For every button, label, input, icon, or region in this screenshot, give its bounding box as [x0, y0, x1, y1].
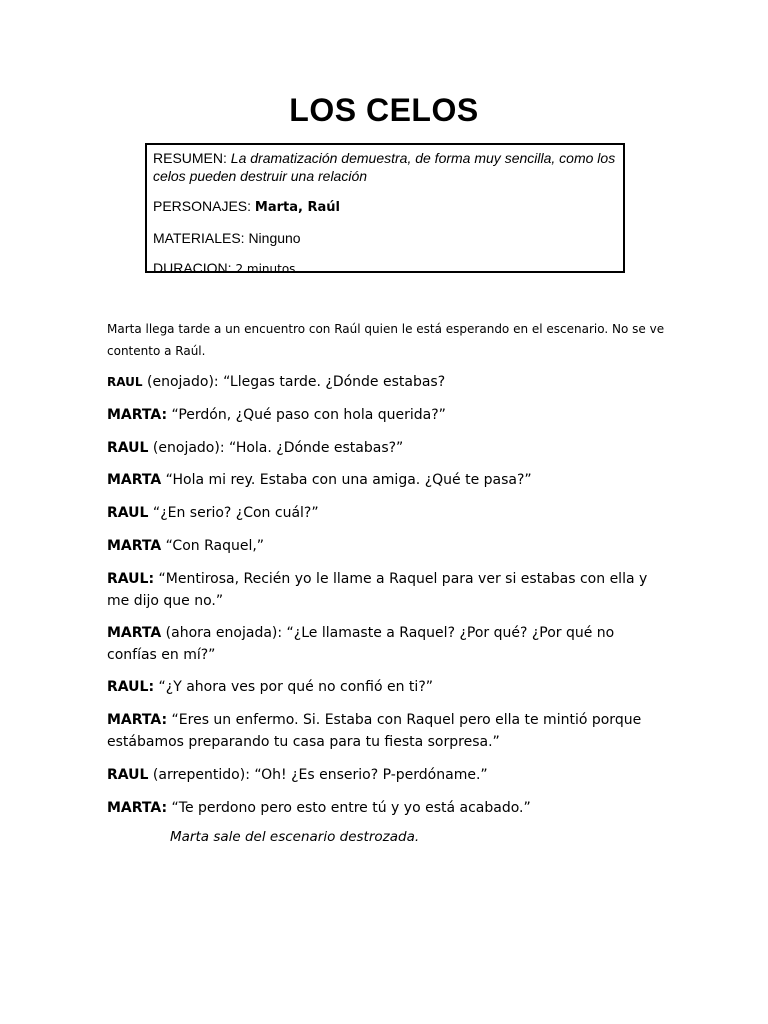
dialogue-line	[107, 797, 667, 819]
dialogue-text: “Perdón, ¿Qué paso con hola querida?”	[167, 407, 446, 423]
dialogue-line	[107, 502, 667, 524]
materiales-value: Ninguno	[248, 230, 301, 246]
duracion-value: 2 minutos	[235, 262, 296, 276]
dialogue-line	[107, 371, 667, 393]
materiales-label: MATERIALES:	[153, 230, 245, 246]
dialogue-line	[107, 764, 667, 786]
speaker-name: MARTA:	[107, 407, 168, 423]
dialogue-text: “¿En serio? ¿Con cuál?”	[148, 505, 319, 521]
dialogue-line	[107, 535, 667, 557]
dialogue-line	[107, 622, 667, 666]
stage-direction: Marta sale del escenario destrozada.	[170, 829, 420, 845]
dialogue-text: “¿Y ahora ves por qué no confió en ti?”	[154, 679, 433, 695]
dialogue-text: “Te perdono pero esto entre tú y yo está acabado.”	[167, 800, 531, 816]
speaker-name: MARTA:	[107, 800, 168, 816]
dialogue-line	[107, 676, 667, 698]
speaker-name: MARTA	[107, 538, 162, 554]
materiales-row	[153, 229, 617, 247]
personajes-row	[153, 197, 617, 217]
dialogue-line	[107, 469, 667, 491]
speaker-name: RAUL:	[107, 571, 155, 587]
speaker-name: RAUL	[107, 440, 149, 456]
duracion-row	[153, 259, 617, 278]
dialogue-text: (arrepentido): “Oh! ¿Es enserio? P-perdóname.”	[148, 767, 488, 783]
speaker-name: MARTA	[107, 625, 162, 641]
speaker-name: MARTA:	[107, 712, 168, 728]
dialogue-line	[107, 709, 667, 753]
intro-paragraph: Marta llega tarde a un encuentro con Raúl quien le está esperando en el escenario. No se ve contento a Raúl.	[107, 322, 665, 358]
personajes-label: PERSONAJES:	[153, 198, 252, 214]
speaker-name: RAUL	[107, 767, 149, 783]
summary-box	[145, 143, 625, 276]
dialogue-text: “Eres un enfermo. Si. Estaba con Raquel pero ella te mintió porque estábamos preparando tu casa para tu fiesta sorpresa.”	[107, 712, 642, 750]
speaker-name: RAUL	[107, 505, 149, 521]
dialogue-text: “Mentirosa, Recién yo le llame a Raquel para ver si estabas con ella y me dijo que no.”	[107, 571, 648, 609]
dialogue-text: “Hola mi rey. Estaba con una amiga. ¿Qué te pasa?”	[161, 472, 532, 488]
dialogue-line	[107, 568, 667, 612]
speaker-name: MARTA	[107, 472, 162, 488]
dialogue-line	[107, 437, 667, 459]
personajes-value: Marta, Raúl	[254, 200, 340, 215]
resumen-row	[153, 149, 617, 185]
dialogue-text: (ahora enojada): “¿Le llamaste a Raquel? ¿Por qué? ¿Por qué no confías en mí?”	[107, 625, 615, 663]
speaker-name: RAUL:	[107, 679, 155, 695]
dialogue-text: (enojado): “Llegas tarde. ¿Dónde estabas?	[142, 374, 446, 390]
speaker-name: RAUL	[107, 375, 143, 389]
dialogue-line	[107, 404, 667, 426]
resumen-label: RESUMEN:	[153, 150, 227, 166]
play-title: LOS CELOS	[289, 92, 479, 128]
duracion-label: DURACION:	[153, 260, 232, 276]
resumen-text: La dramatización demuestra, de forma muy sencilla, como los celos pueden destruir una relación	[153, 150, 616, 184]
dialogue-text: (enojado): “Hola. ¿Dónde estabas?”	[148, 440, 404, 456]
dialogue-text: “Con Raquel,”	[161, 538, 265, 554]
